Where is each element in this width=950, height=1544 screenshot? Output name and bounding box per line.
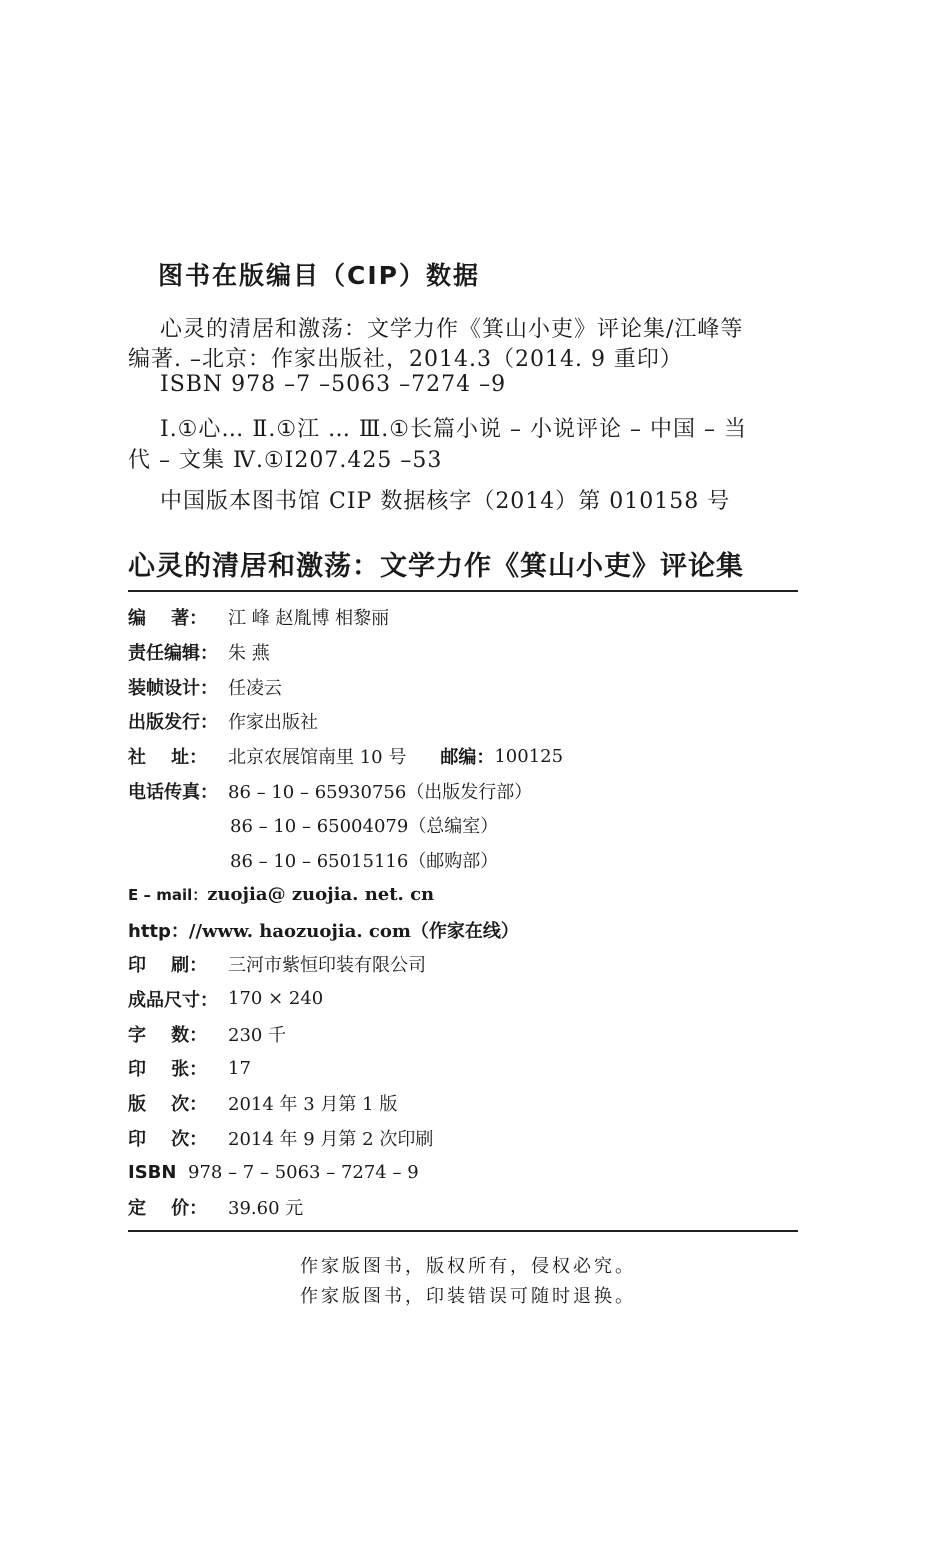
website-link[interactable]: www. haozuojia. com（作家在线）: [202, 920, 519, 942]
info-label: E – mail：: [128, 886, 208, 905]
cip-line: 编著. –北京：作家出版社，2014.3（2014. 9 重印）: [128, 347, 683, 372]
info-value: 17: [228, 1057, 251, 1079]
info-value: 86 – 10 – 65015116（邮购部）: [230, 851, 499, 873]
info-value: 170 × 240: [228, 988, 324, 1010]
info-label: 装帧设计：: [128, 677, 218, 699]
info-label: 责任编辑：: [128, 643, 218, 665]
copyright-notice: 作家版图书，版权所有，侵权必究。: [300, 1256, 636, 1277]
info-label: 编 著：: [128, 608, 208, 630]
info-value: 江 峰 赵胤博 相黎丽: [228, 608, 390, 630]
cip-line: 中国版本图书馆 CIP 数据核字（2014）第 010158 号: [160, 489, 731, 514]
info-row-email: [128, 878, 798, 913]
cip-line: 代 – 文集 Ⅳ.①I207.425 –53: [128, 448, 443, 473]
info-row-sheets: [128, 1051, 798, 1086]
info-label: 印 刷：: [128, 955, 208, 977]
info-row-format: [128, 982, 798, 1017]
info-value: 230 千: [228, 1024, 287, 1046]
info-row-printing: [128, 1120, 798, 1155]
returns-notice: 作家版图书，印装错误可随时退换。: [300, 1286, 636, 1307]
info-value: 朱 燕: [228, 643, 270, 665]
info-value: 86 – 10 – 65004079（总编室）: [230, 816, 499, 838]
info-label: http：//: [128, 920, 203, 942]
info-row-phone-2: [128, 808, 798, 843]
cip-heading: 图书在版编目（CIP）数据: [158, 261, 480, 290]
info-row-edition: [128, 1086, 798, 1121]
info-label: ISBN: [128, 1161, 177, 1183]
info-row-phone: [128, 773, 798, 808]
postcode-value: 100125: [494, 745, 564, 767]
info-value: 2014 年 9 月第 2 次印刷: [228, 1128, 434, 1150]
cip-line: ISBN 978 –7 –5063 –7274 –9: [160, 372, 507, 397]
info-row-word-count: [128, 1016, 798, 1051]
info-label: 社 址：: [128, 747, 208, 769]
info-row-website: [128, 912, 798, 947]
info-row-publisher: [128, 704, 798, 739]
info-label: 印 次：: [128, 1128, 208, 1150]
info-row-cover-design: [128, 669, 798, 704]
divider: [128, 590, 798, 592]
info-label: 电话传真：: [128, 781, 218, 803]
email-link[interactable]: zuojia@ zuojia. net. cn: [207, 884, 435, 906]
cip-line: 心灵的清居和激荡：文学力作《箕山小吏》评论集/江峰等: [160, 317, 744, 342]
cip-line: Ⅰ.①心… Ⅱ.①江 … Ⅲ.①长篇小说 – 小说评论 – 中国 – 当: [160, 417, 747, 442]
publication-info-list: [128, 600, 798, 1224]
info-label: 印 张：: [128, 1059, 208, 1081]
info-value: 39.60 元: [228, 1198, 304, 1220]
info-value: 北京农展馆南里 10 号: [228, 747, 407, 769]
info-label: 定 价：: [128, 1198, 208, 1220]
info-row-editors: [128, 600, 798, 635]
info-row-price: [128, 1190, 798, 1225]
info-value: 978 – 7 – 5063 – 7274 – 9: [188, 1161, 419, 1183]
info-row-printer: [128, 947, 798, 982]
divider: [128, 1230, 798, 1232]
info-label: 出版发行：: [128, 712, 218, 734]
info-value: 任凌云: [228, 677, 282, 699]
info-row-isbn: [128, 1155, 798, 1190]
info-row-responsible-editor: [128, 635, 798, 670]
info-value: 三河市紫恒印装有限公司: [228, 955, 426, 977]
info-value: 86 – 10 – 65930756（出版发行部）: [228, 781, 533, 803]
info-value: 作家出版社: [228, 712, 318, 734]
info-label: 成品尺寸：: [128, 989, 218, 1011]
info-label: 字 数：: [128, 1024, 208, 1046]
book-title: 心灵的清居和激荡：文学力作《箕山小吏》评论集: [128, 551, 744, 582]
info-row-address: [128, 739, 798, 774]
info-row-phone-3: [128, 843, 798, 878]
info-label: 版 次：: [128, 1093, 208, 1115]
postcode-label: 邮编：: [440, 747, 495, 769]
info-value: 2014 年 3 月第 1 版: [228, 1093, 398, 1115]
